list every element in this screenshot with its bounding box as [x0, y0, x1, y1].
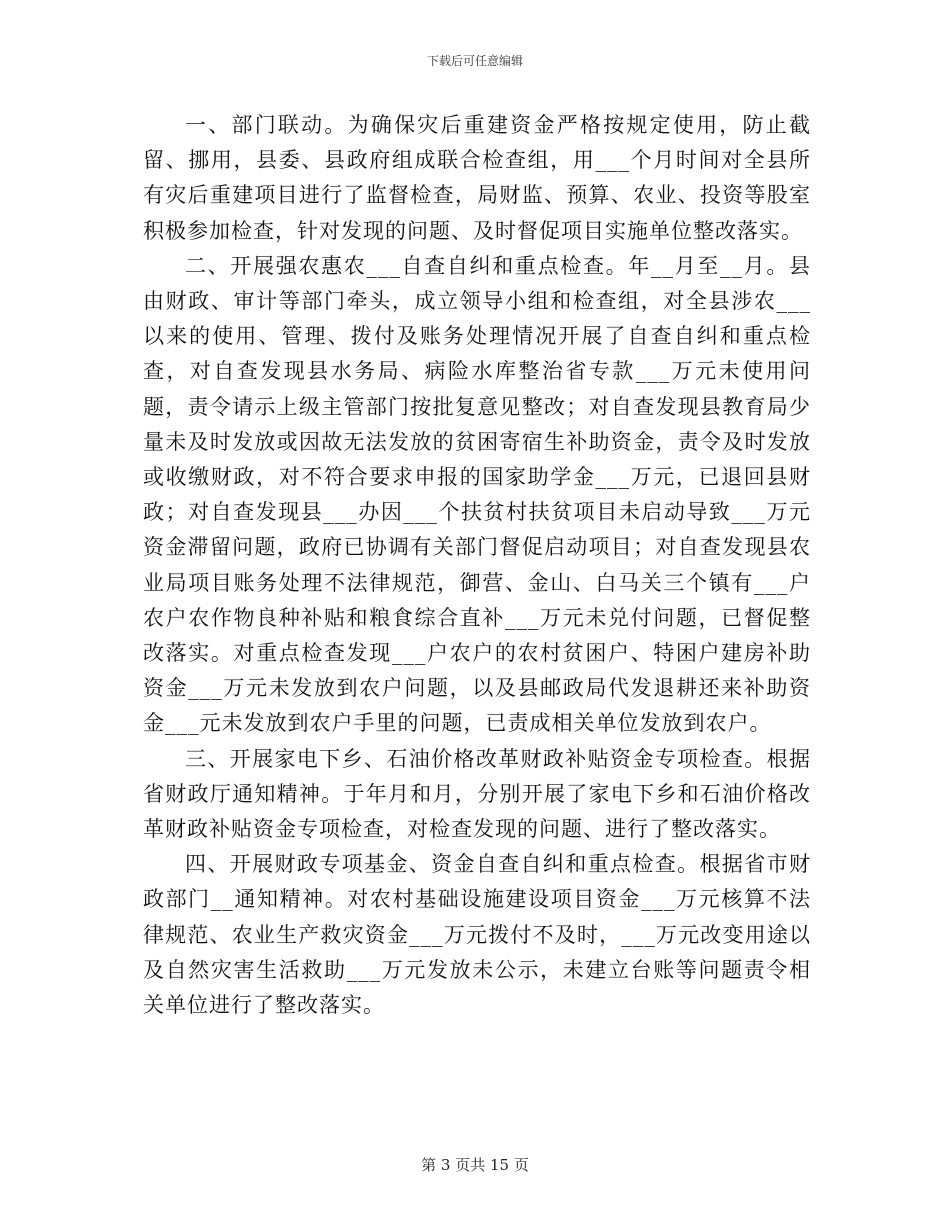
- document-body: [143, 108, 811, 1023]
- page-number: 第 3 页共 15 页: [421, 1156, 529, 1174]
- paragraph-2: 二、开展强农惠农___自查自纠和重点检查。年__月至__月。县由财政、审计等部门牵头，成立领导小组和检查组，对全县涉农___以来的使用、管理、拨付及账务处理情况开展了自查自纠和重点检查，对自查发现县水务局、病险水库整治省专款___万元未使用问题，责令请示上级主管部门按批复意见整改；对自查发现县教育局少量未及时发放或因故无法发放的贫困寄宿生补助资金，责令及时发放或收缴财政，对不符合要求申报的国家助学金___万元，已退回县财政；对自查发现县___办因___个扶贫村扶贫项目未启动导致___万元资金滞留问题，政府已协调有关部门督促启动项目；对自查发现县农业局项目账务处理不法律规范，御营、金山、白马关三个镇有___户农户农作物良种补贴和粮食综合直补___万元未兑付问题，已督促整改落实。对重点检查发现___户农户的农村贫困户、特困户建房补助资金___万元未发放到农户问题，以及县邮政局代发退耕还来补助资金___元未发放到农户手里的问题，已责成相关单位发放到农户。: [143, 253, 811, 736]
- paragraph-3: 三、开展家电下乡、石油价格改革财政补贴资金专项检查。根据省财政厅通知精神。于年月和月，分别开展了家电下乡和石油价格改革财政补贴资金专项检查，对检查发现的问题、进行了整改落实。: [143, 746, 811, 842]
- page-header: 下载后可任意编辑: [426, 54, 523, 68]
- paragraph-1: 一、部门联动。为确保灾后重建资金严格按规定使用，防止截留、挪用，县委、县政府组成联合检查组，用___个月时间对全县所有灾后重建项目进行了监督检查，局财监、预算、农业、投资等股室积极参加检查，针对发现的问题、及时督促项目实施单位整改落实。: [143, 113, 811, 243]
- paragraph-4: 四、开展财政专项基金、资金自查自纠和重点检查。根据省市财政部门__通知精神。对农村基础设施建设项目资金___万元核算不法律规范、农业生产救灾资金___万元拨付不及时，___万元改变用途以及自然灾害生活救助___万元发放未公示，未建立台账等问题责令相关单位进行了整改落实。: [143, 852, 811, 1018]
